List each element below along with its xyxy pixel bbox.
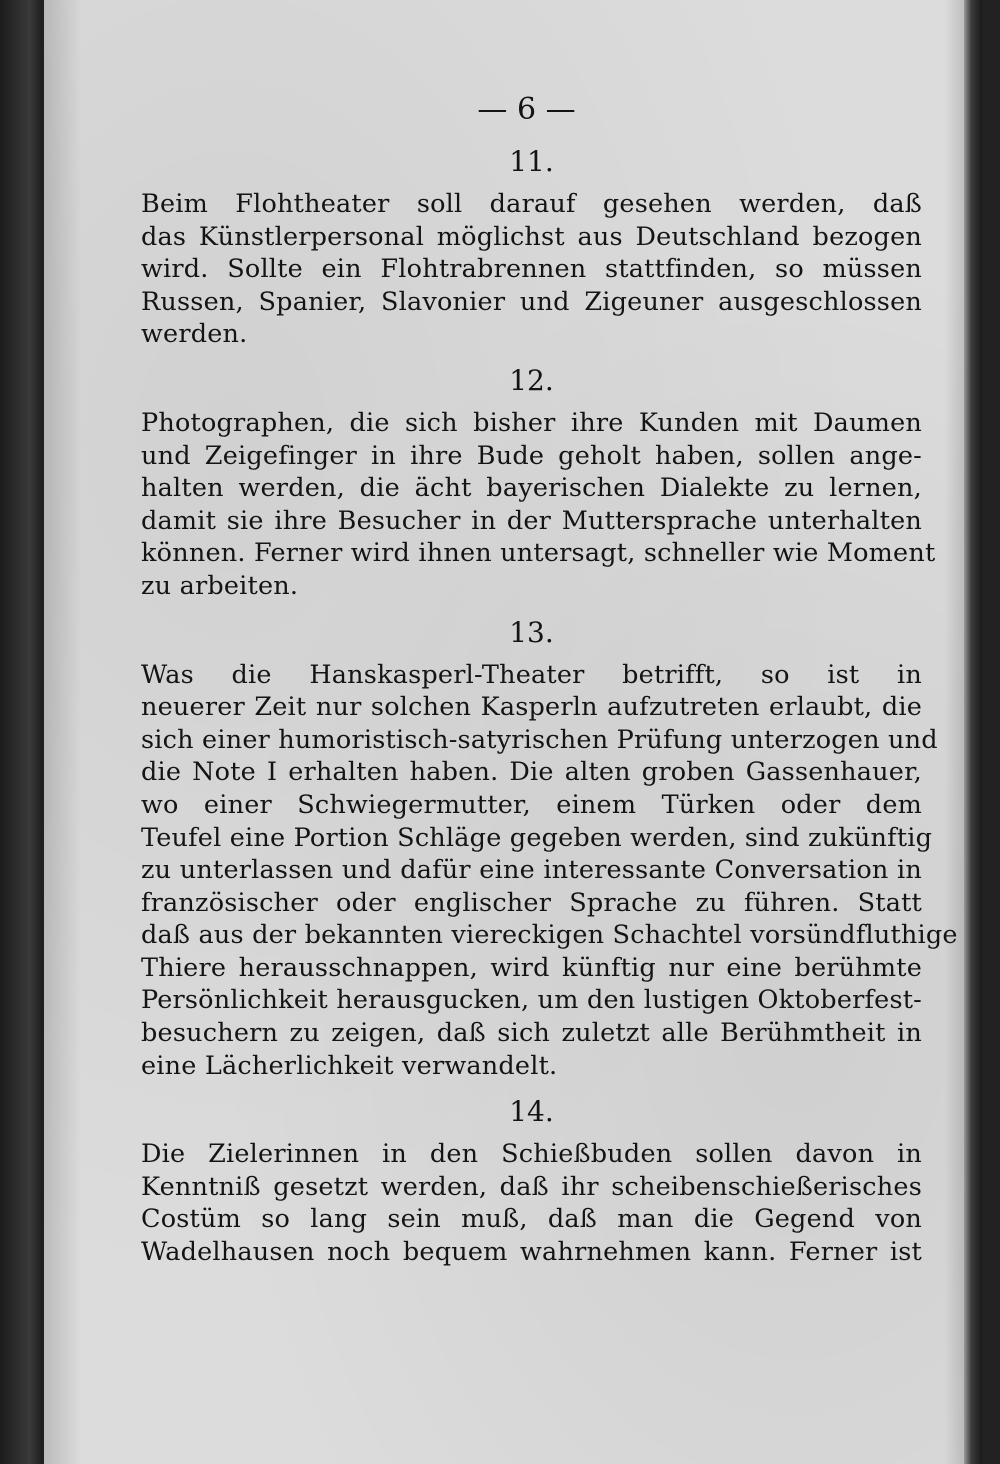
section-11	[141, 142, 922, 351]
section-number: 13.	[509, 615, 554, 649]
page-edge-shadow	[964, 0, 982, 1464]
section-paragraph	[141, 659, 958, 1083]
text-line: Wadelhausen noch bequem wahrnehmen kann. Ferner ist	[141, 1237, 922, 1268]
section-paragraph	[141, 188, 922, 351]
section-paragraph	[141, 1138, 922, 1268]
section-number: 12.	[509, 363, 554, 397]
section-number: 11.	[509, 145, 554, 178]
text-line: Russen, Spanier, Slavonier und Zigeuner ausgeschlossen	[141, 286, 922, 317]
text-line: neuerer Zeit nur solchen Kasperln aufzutreten erlaubt, die	[141, 692, 922, 723]
text-line: besuchern zu zeigen, daß sich zuletzt alle Berühmtheit in	[141, 1018, 922, 1049]
text-line: Persönlichkeit herausgucken, um den lustigen Oktoberfest-	[141, 985, 922, 1016]
section-paragraph	[141, 407, 936, 603]
text-line: wo einer Schwiegermutter, einem Türken oder dem	[141, 789, 922, 820]
text-line: daß aus der bekannten viereckigen Schachtel vorsündfluthige	[141, 920, 958, 951]
text-line: halten werden, die ächt bayerischen Dialekte zu lernen,	[141, 473, 922, 504]
text-line: Beim Flohtheater soll darauf gesehen werden, daß	[141, 189, 922, 219]
text-line: die Note I erhalten haben. Die alten groben Gassenhauer,	[141, 757, 922, 788]
text-line: das Künstlerpersonal möglichst aus Deutschland bezogen	[141, 221, 922, 252]
page-number: — 6 —	[477, 92, 576, 127]
text-line: Was die Hanskasperl-Theater betrifft, so ist in	[141, 659, 922, 690]
text-line: zu arbeiten.	[141, 570, 299, 601]
text-line: Photographen, die sich bisher ihre Kunden mit Daumen	[141, 407, 922, 438]
text-line: Costüm so lang sein muß, daß man die Gegend von	[141, 1204, 922, 1235]
text-line: Thiere herausschnappen, wird künftig nur eine berühmte	[141, 952, 922, 983]
text-line: Teufel eine Portion Schläge gegeben werden, sind zukünftig	[141, 822, 933, 853]
page-content	[141, 88, 958, 1269]
text-line: Die Zielerinnen in den Schießbuden sollen davon in	[141, 1139, 922, 1170]
text-line: Kenntniß gesetzt werden, daß ihr scheibenschießerisches	[141, 1171, 922, 1202]
text-line: wird. Sollte ein Flohtrabrennen stattfinden, so müssen	[141, 254, 922, 285]
text-line: damit sie ihre Besucher in der Muttersprache unterhalten	[141, 505, 922, 536]
text-line: und Zeigefinger in ihre Bude geholt haben, sollen ange-	[141, 440, 922, 471]
text-line: sich einer humoristisch-satyrischen Prüfung unterzogen und	[141, 724, 938, 755]
text-line: zu unterlassen und dafür eine interessante Conversation in	[141, 855, 922, 886]
text-line: französischer oder englischer Sprache zu führen. Statt	[141, 887, 922, 918]
section-14	[141, 1092, 922, 1268]
text-line: eine Lächerlichkeit verwandelt.	[141, 1050, 558, 1081]
text-line: können. Ferner wird ihnen untersagt, schneller wie Moment	[141, 538, 936, 569]
text-line: werden.	[141, 319, 248, 350]
section-12	[141, 361, 936, 603]
section-13	[141, 613, 958, 1083]
section-number: 14.	[509, 1095, 554, 1129]
